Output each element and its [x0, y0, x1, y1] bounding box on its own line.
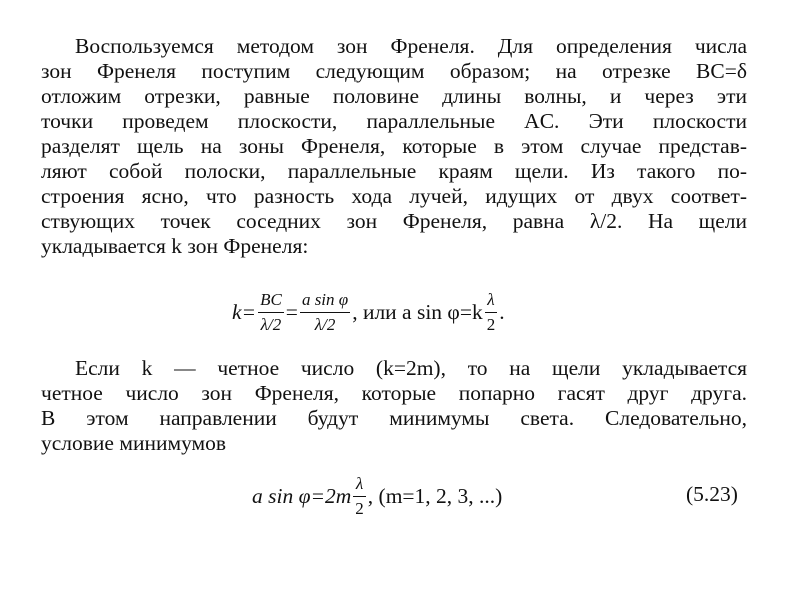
text-line: ствующих точек соседних зон Френеля, равна λ/2. На щели [41, 209, 747, 233]
fraction-bar [353, 496, 366, 497]
eq-middle: , или a sin φ=k [352, 299, 483, 324]
equation-zone-count [232, 282, 505, 342]
text-line: четное число зон Френеля, которые попарно гасят друг друга. [41, 381, 747, 405]
text-line: В этом направлении будут минимумы света. Следовательно, [41, 406, 747, 430]
equation-minimum [252, 466, 502, 526]
text-line: разделят щель на зоны Френеля, которые в этом случае представ- [41, 134, 747, 158]
eq-rhs: , (m=1, 2, 3, ...) [367, 483, 503, 508]
eq-equals: = [285, 299, 298, 324]
text-line: точки проведем плоскости, параллельные AC. Эти плоскости [41, 109, 747, 133]
frac-numerator: BC [260, 289, 282, 309]
frac-denominator: 2 [486, 314, 496, 334]
frac-denominator: λ/2 [314, 314, 336, 334]
text-line: Воспользуемся методом зон Френеля. Для определения числа [75, 34, 747, 58]
frac-denominator: λ/2 [260, 314, 282, 334]
equation-number: (5.23) [686, 482, 738, 506]
frac-numerator: λ [355, 473, 364, 493]
frac-denominator: 2 [355, 498, 364, 518]
paragraph-minimum-condition [41, 356, 747, 456]
text-line: условие минимумов [41, 431, 227, 455]
fraction-lambda-half [485, 290, 498, 335]
fraction-lambda-half [353, 474, 366, 519]
text-line: укладывается k зон Френеля: [41, 234, 309, 258]
fraction-bar [258, 312, 284, 313]
fraction-asin [300, 290, 350, 335]
frac-numerator: a sin φ [301, 289, 349, 309]
frac-numerator: λ [487, 289, 495, 309]
text-line: строения ясно, что разность хода лучей, идущих от двух соответ- [41, 184, 747, 208]
text-line: Если k — четное число (k=2m), то на щели укладывается [75, 356, 747, 380]
fraction-bar [300, 312, 350, 313]
eq-end: . [499, 299, 505, 324]
text-line: ляют собой полоски, параллельные краям щели. Из такого по- [41, 159, 747, 183]
paragraph-fresnel-method [41, 34, 747, 259]
eq-lhs: a sin φ=2m [252, 483, 352, 508]
text-line: отложим отрезки, равные половине длины волны, и через эти [41, 84, 747, 108]
eq-lhs: k= [232, 299, 257, 324]
fraction-bc [258, 290, 284, 335]
fraction-bar [485, 312, 498, 313]
text-line: зон Френеля поступим следующим образом; на отрезке BC=δ [41, 59, 747, 83]
